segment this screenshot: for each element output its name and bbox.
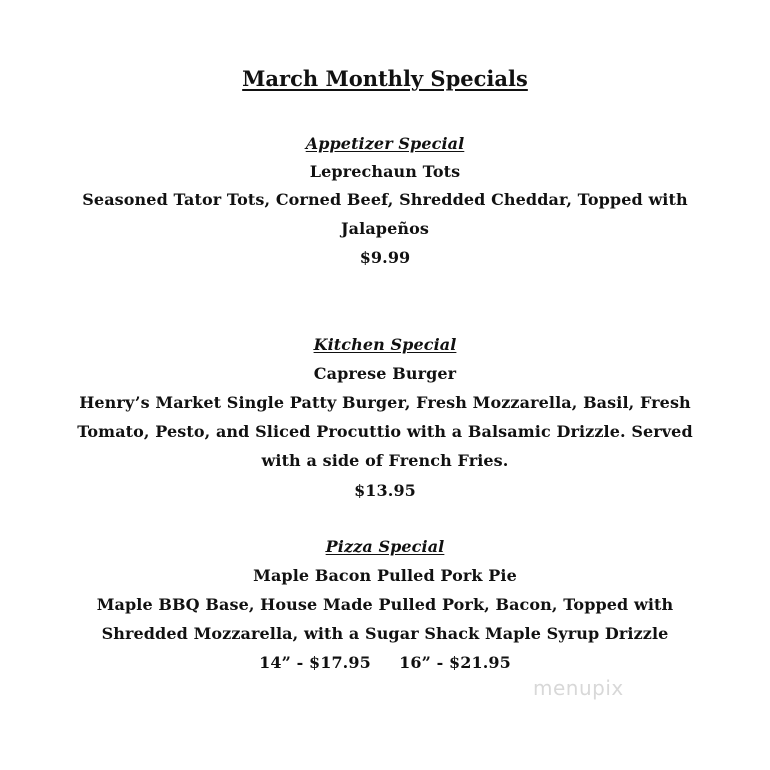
kitchen-price: $13.95 <box>354 481 416 500</box>
appetizer-name: Leprechaun Tots <box>309 162 461 181</box>
pizza-heading: Pizza Special <box>325 537 445 556</box>
kitchen-name: Caprese Burger <box>313 364 457 383</box>
kitchen-heading: Kitchen Special <box>313 335 457 354</box>
pizza-description-line: Maple BBQ Base, House Made Pulled Pork, Bacon, Topped with <box>96 595 674 614</box>
appetizer-description-line: Seasoned Tator Tots, Corned Beef, Shredded Cheddar, Topped with <box>82 190 688 209</box>
pizza-description-line: Shredded Mozzarella, with a Sugar Shack Maple Syrup Drizzle <box>101 624 669 643</box>
kitchen-description-line: Henry’s Market Single Patty Burger, Fresh Mozzarella, Basil, Fresh <box>79 393 691 412</box>
appetizer-description-line: Jalapeños <box>341 219 429 238</box>
page-title: March Monthly Specials <box>242 66 528 91</box>
menupix-watermark: menupix <box>533 676 624 700</box>
appetizer-heading: Appetizer Special <box>305 134 465 153</box>
appetizer-price: $9.99 <box>359 248 411 267</box>
kitchen-description-line: with a side of French Fries. <box>261 451 509 470</box>
pizza-name: Maple Bacon Pulled Pork Pie <box>253 566 517 585</box>
kitchen-description-line: Tomato, Pesto, and Sliced Procuttio with a Balsamic Drizzle. Served <box>77 422 693 441</box>
pizza-price: 14” - $17.95 16” - $21.95 <box>259 653 511 672</box>
